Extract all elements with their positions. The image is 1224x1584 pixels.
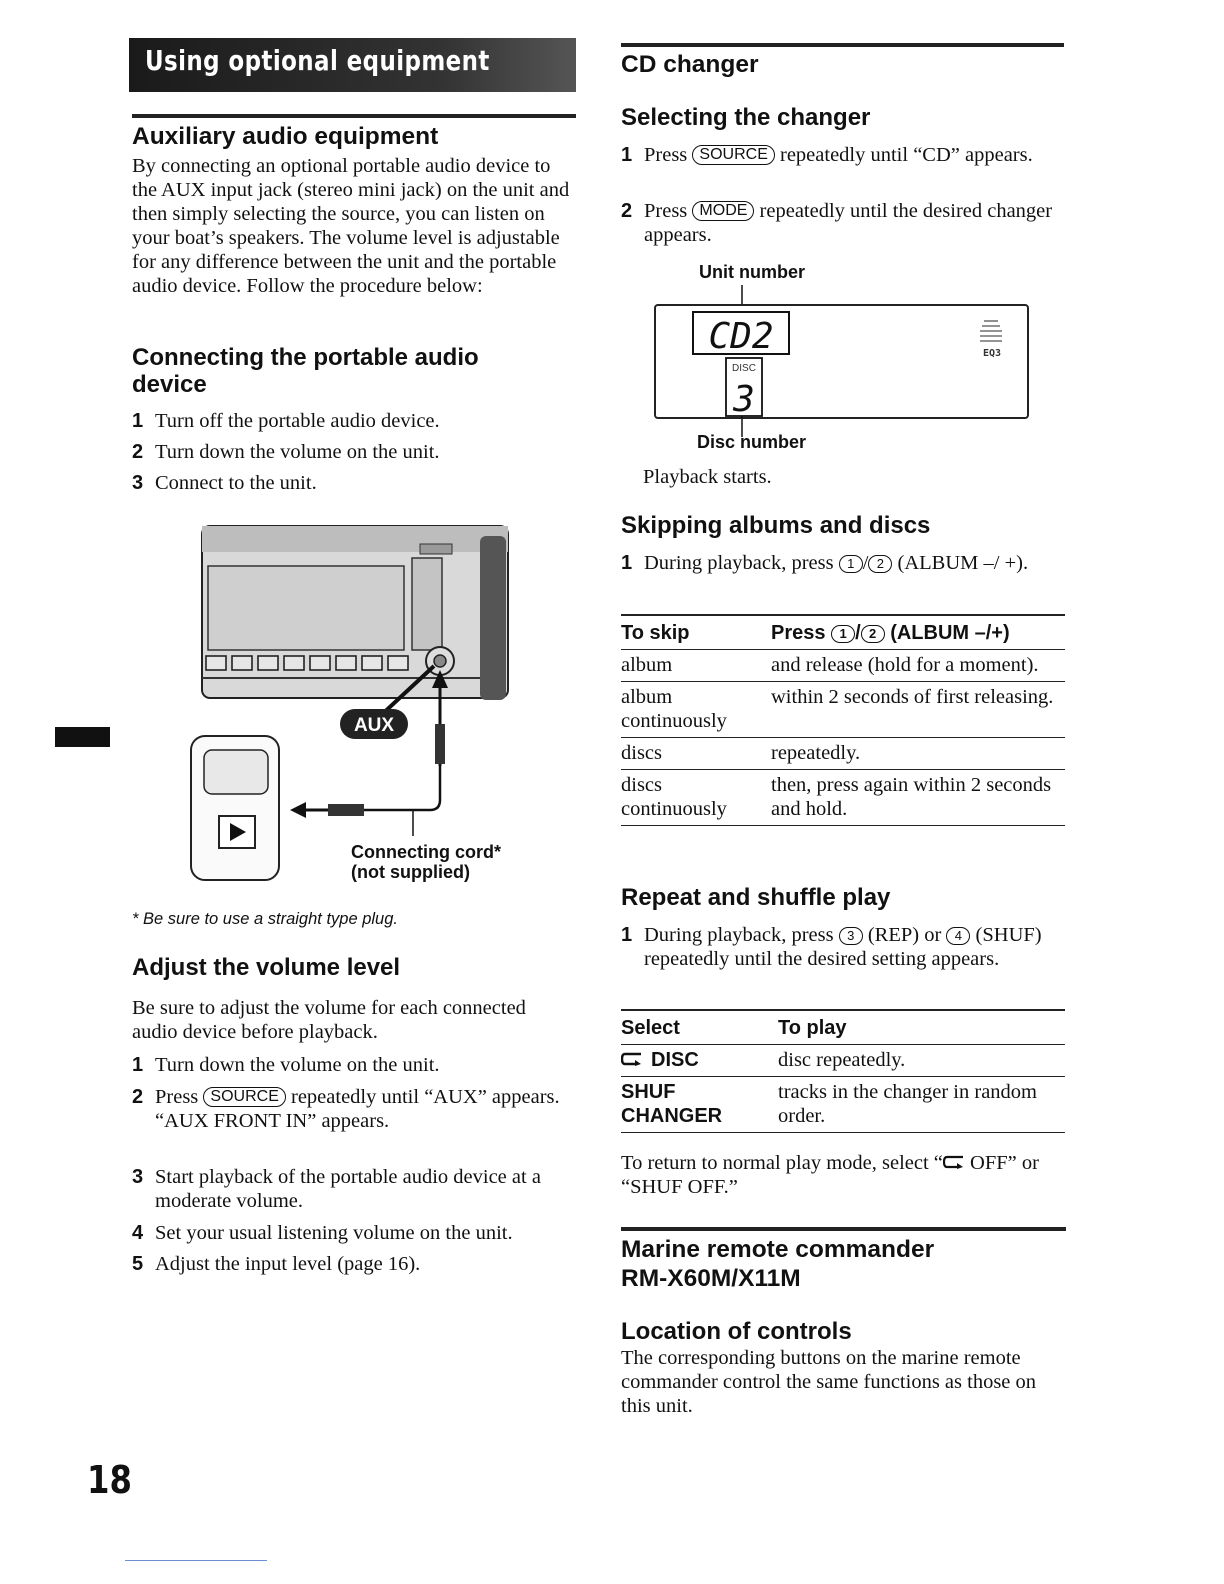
step-number: 4 (132, 1222, 144, 1244)
page-number: 18 (87, 1458, 132, 1502)
repeat-heading: Repeat and shuffle play (621, 884, 891, 911)
aux-body: By connecting an optional portable audio device to the AUX input jack (stereo mini jack) on the unit and then simply selecting the source, you can listen on your boat’s speakers. The volume level is adjustable for any difference between the unit and the portable audio device. Follow the procedure below: (132, 155, 570, 297)
step-text-post: (SHUF) repeatedly until the desired setting appears. (644, 924, 1042, 970)
head-unit-display (208, 566, 404, 650)
changer-display-illustration (654, 285, 1030, 455)
volume-step (132, 1252, 576, 1276)
step-text-post: repeatedly until the desired changer appears. (644, 200, 1053, 246)
volume-heading: Adjust the volume level (132, 954, 401, 981)
table-header-row (621, 615, 1065, 650)
select-heading: Selecting the changer (621, 104, 871, 131)
step-text-line2: “AUX FRONT IN” appears. (155, 1110, 390, 1132)
section-banner-title: Using optional equipment (145, 44, 490, 77)
footer-line (125, 1560, 267, 1561)
volume-step (132, 1165, 576, 1213)
location-body: The corresponding buttons on the marine remote commander control the same functions as those on this unit. (621, 1347, 1037, 1417)
mode-button-glyph: MODE (692, 201, 754, 221)
return-note (621, 1151, 1065, 1199)
step-text-pre: Press (644, 200, 688, 222)
playback-starts: Playback starts. (643, 466, 772, 488)
disc-digit: 3 (733, 379, 755, 420)
connect-step (132, 409, 572, 433)
skip-cell: discs (621, 742, 662, 764)
skip-heading: Skipping albums and discs (621, 512, 931, 539)
marine-model-heading: RM-X60M/X11M (621, 1265, 801, 1292)
source-button-glyph: SOURCE (692, 145, 774, 165)
cord-plug (328, 804, 364, 816)
step-number: 5 (132, 1253, 144, 1275)
step-text-pre: During playback, press (644, 552, 834, 574)
table-row (621, 650, 1065, 682)
connect-heading: Connecting the portable audio device (132, 344, 479, 398)
head-unit-top-strip (202, 526, 508, 552)
play-cell: tracks in the changer in random order. (778, 1081, 1038, 1127)
step-number: 3 (132, 1166, 144, 1188)
table-row (621, 1077, 1065, 1133)
button-2-glyph: 2 (861, 625, 885, 643)
plug (435, 724, 445, 764)
press-cell: repeatedly. (771, 742, 861, 764)
step-text: Turn down the volume on the unit. (155, 441, 440, 463)
aux-jack-hole (434, 655, 446, 667)
skip-step (621, 551, 1046, 575)
repeat-icon (621, 1048, 643, 1072)
aux-connection-illustration (188, 518, 518, 890)
source-button-glyph: SOURCE (203, 1087, 285, 1107)
step-text-pre: During playback, press (644, 924, 834, 946)
eq-label: EQ3 (982, 348, 1002, 359)
connect-step (132, 471, 572, 495)
table-row (621, 1045, 1065, 1077)
location-heading: Location of controls (621, 1318, 852, 1345)
step-text: Connect to the unit. (155, 472, 317, 494)
volume-body: Be sure to adjust the volume for each connected audio device before playback. (132, 997, 526, 1043)
button-1-glyph: 1 (831, 625, 855, 643)
unit-number-text: CD2 (708, 316, 774, 357)
step-number: 2 (132, 441, 144, 463)
cd-changer-heading: CD changer (621, 51, 759, 78)
step-number: 1 (621, 924, 633, 946)
step-text-rep: (REP) or (867, 924, 942, 946)
column-header: Press 1 / 2 (ALBUM –/+) (771, 622, 1010, 644)
step-number: 1 (132, 1054, 144, 1076)
skip-cell: album (621, 654, 673, 676)
volume-step (132, 1053, 576, 1077)
skip-cell: discs continuously (621, 774, 727, 820)
table-header-row (621, 1010, 1065, 1045)
step-text (644, 199, 1061, 247)
skip-table (621, 614, 1065, 826)
step-number: 2 (621, 200, 633, 222)
aux-heading: Auxiliary audio equipment (132, 123, 439, 150)
unit-number-label: Unit number (699, 262, 805, 282)
step-text: Set your usual listening volume on the unit. (155, 1222, 513, 1244)
select-cell (621, 1045, 778, 1077)
aux-badge-label: AUX (353, 715, 395, 736)
button-3-glyph: 3 (839, 927, 863, 945)
cord-label: Connecting cord* (351, 842, 502, 862)
select-step (621, 199, 1061, 247)
portable-player-screen (204, 750, 268, 794)
marine-heading: Marine remote commander (621, 1236, 935, 1263)
footnote: * Be sure to use a straight type plug. (132, 910, 398, 928)
select-step (621, 143, 1061, 167)
head-unit-edge (480, 536, 506, 700)
head-unit-side-panel (412, 558, 442, 650)
skip-cell: album continuously (621, 686, 727, 732)
connect-step (132, 440, 572, 464)
select-cell-label: DISC (651, 1049, 699, 1071)
cd-rule (621, 43, 1064, 47)
play-cell: disc repeatedly. (778, 1049, 906, 1071)
step-text: Turn down the volume on the unit. (155, 1054, 440, 1076)
button-2-glyph: 2 (868, 555, 892, 573)
volume-step (132, 1085, 576, 1133)
column-header: To skip (621, 622, 690, 644)
step-text (644, 143, 1061, 167)
press-cell: within 2 seconds of first releasing. (771, 686, 1054, 708)
repeat-table (621, 1009, 1065, 1133)
step-number: 1 (132, 410, 144, 432)
disc-number-label: Disc number (697, 432, 807, 452)
cord (358, 764, 440, 810)
button-1-glyph: 1 (839, 555, 863, 573)
step-text-post: (ALBUM –/ +). (897, 552, 1029, 574)
step-text-post: repeatedly until “AUX” appears. (291, 1086, 560, 1108)
step-text-pre: Press (155, 1086, 199, 1108)
column-header-pre: Press (771, 622, 826, 644)
step-text: Adjust the input level (page 16). (155, 1253, 421, 1275)
step-number: 2 (132, 1086, 144, 1108)
step-text-post: repeatedly until “CD” appears. (780, 144, 1033, 166)
player-arrow-head (290, 802, 306, 818)
table-row (621, 738, 1065, 770)
repeat-icon (943, 1151, 965, 1175)
column-header: Select (621, 1017, 680, 1039)
select-cell: SHUF CHANGER (621, 1081, 723, 1127)
step-text: Start playback of the portable audio device at a moderate volume. (155, 1166, 541, 1212)
cord-label-note: (not supplied) (351, 862, 470, 882)
step-text (644, 923, 1046, 971)
disc-tag: DISC (732, 363, 756, 374)
step-text (155, 1085, 576, 1133)
step-text: During playback, press 1 / 2 (ALBUM –/ +). (644, 552, 1029, 574)
section-side-tab (55, 727, 110, 747)
press-cell: and release (hold for a moment). (771, 654, 1039, 676)
table-row (621, 770, 1065, 826)
return-note-post: OFF” or “SHUF OFF.” (621, 1152, 1039, 1198)
step-number: 3 (132, 472, 144, 494)
volume-step (132, 1221, 576, 1245)
press-cell: then, press again within 2 seconds and hold. (771, 774, 1052, 820)
return-note-pre: To return to normal play mode, select “ (621, 1152, 943, 1174)
step-text: Turn off the portable audio device. (155, 410, 440, 432)
repeat-step (621, 923, 1046, 971)
button-4-glyph: 4 (946, 927, 970, 945)
eject-button (420, 544, 452, 554)
column-header: To play (778, 1017, 847, 1039)
marine-rule (621, 1227, 1066, 1231)
step-number: 1 (621, 144, 633, 166)
aux-rule (132, 114, 576, 118)
step-text-pre: Press (644, 144, 688, 166)
table-row (621, 682, 1065, 738)
column-header-post: (ALBUM –/+) (890, 622, 1010, 644)
step-number: 1 (621, 552, 633, 574)
